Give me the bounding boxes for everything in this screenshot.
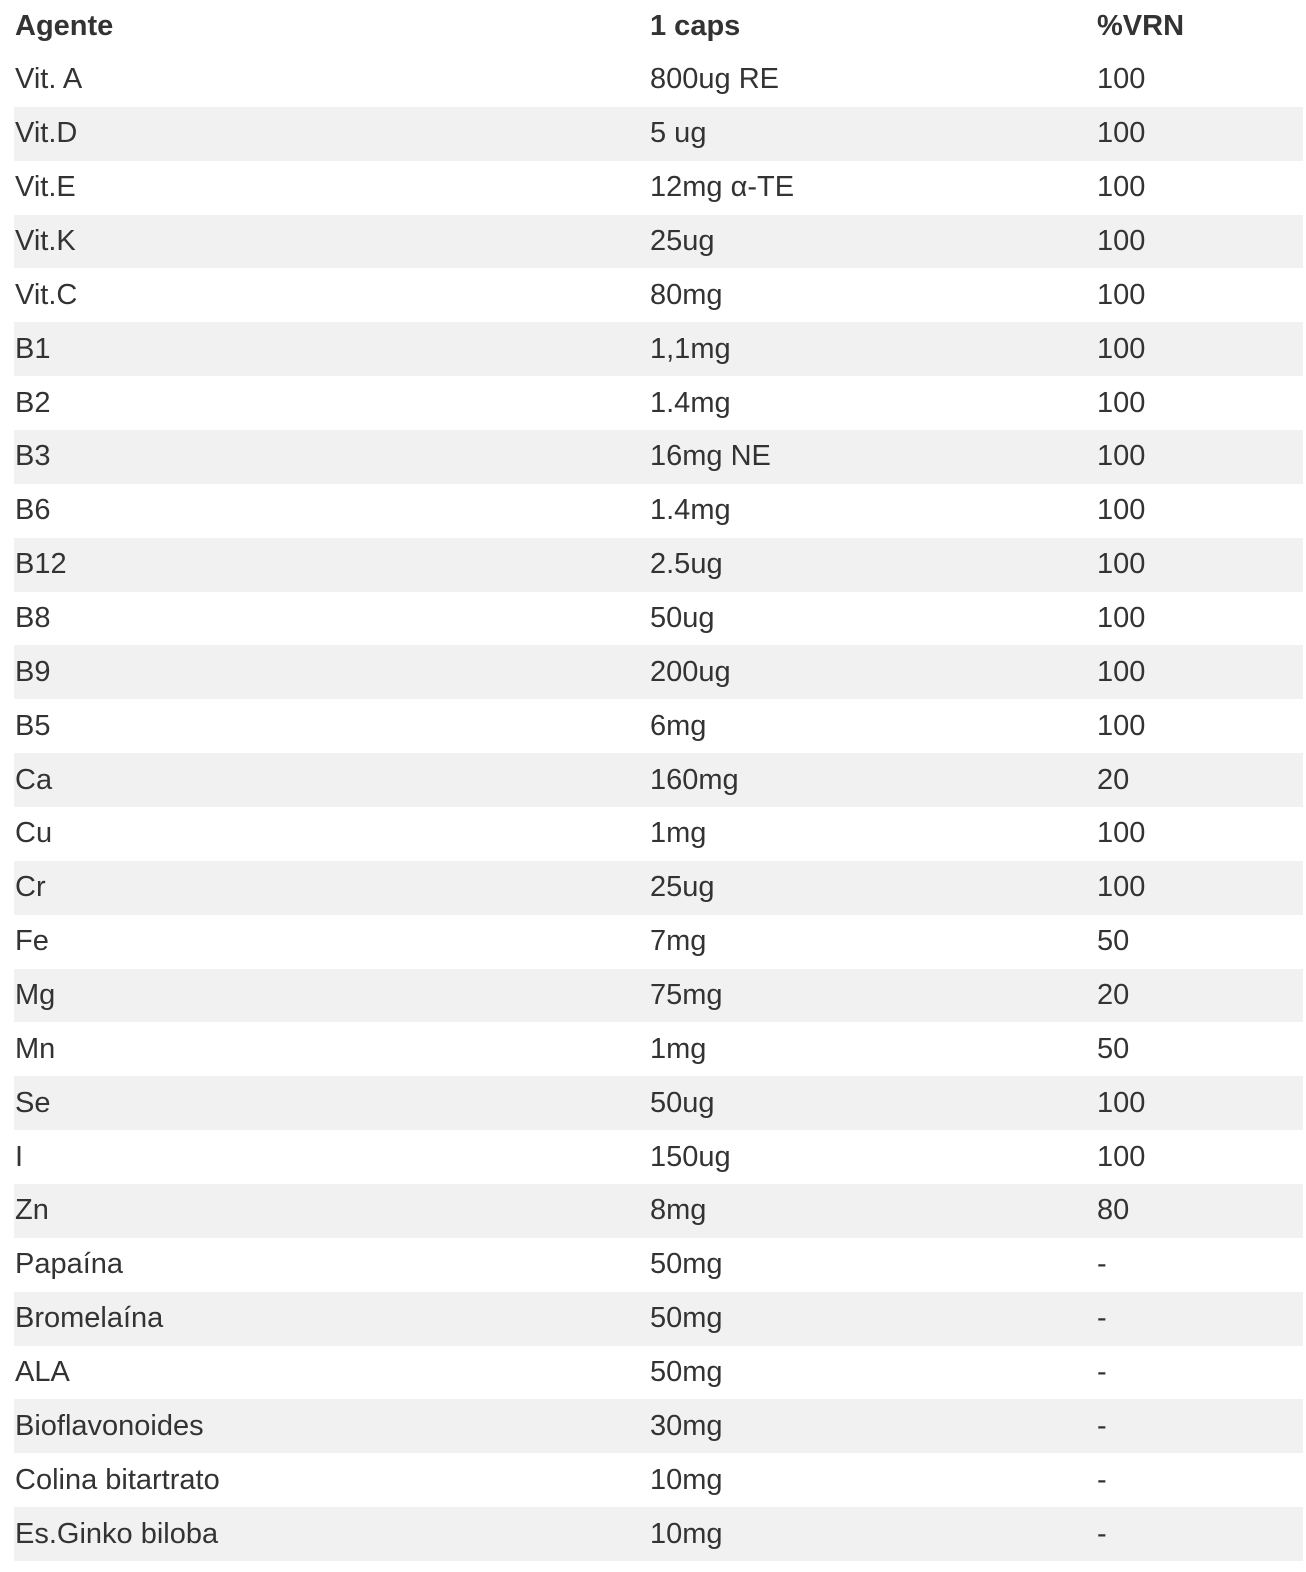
agent-cell: Cu: [15, 817, 53, 850]
table-row: [14, 1507, 1303, 1561]
table-row: [14, 484, 1303, 538]
table-row: [14, 1184, 1303, 1238]
header-vrn: %VRN: [1097, 10, 1185, 42]
vrn-cell: 100: [1097, 1140, 1146, 1173]
table-row: [14, 322, 1303, 376]
vrn-cell: 100: [1097, 602, 1146, 635]
table-row: [14, 645, 1303, 699]
dose-cell: 7mg: [650, 925, 707, 958]
dose-cell: 5 ug: [650, 117, 707, 150]
agent-cell: Es.Ginko biloba: [15, 1517, 219, 1550]
table-row: [14, 1076, 1303, 1130]
vrn-cell: 100: [1097, 225, 1146, 257]
agent-cell: Vit.C: [15, 278, 78, 311]
vrn-cell: 100: [1097, 117, 1146, 150]
vrn-cell: 100: [1097, 817, 1146, 850]
table-row: [14, 215, 1303, 269]
vrn-cell: -: [1097, 1302, 1107, 1335]
table-row: [14, 1130, 1303, 1184]
vrn-cell: -: [1097, 1248, 1107, 1281]
agent-cell: Vit. A: [15, 63, 83, 96]
vrn-cell: 100: [1097, 1086, 1146, 1119]
table-row: [14, 53, 1303, 107]
agent-cell: Colina bitartrato: [15, 1463, 220, 1496]
vrn-cell: 100: [1097, 278, 1146, 311]
vrn-cell: 50: [1097, 925, 1130, 958]
table-row: [14, 807, 1303, 861]
table-row: [14, 1292, 1303, 1346]
table-row: [14, 161, 1303, 215]
agent-cell: ALA: [15, 1356, 70, 1389]
dose-cell: 30mg: [650, 1409, 723, 1442]
dose-cell: 1.4mg: [650, 386, 731, 419]
agent-cell: Vit.E: [15, 171, 76, 204]
dose-cell: 50mg: [650, 1248, 723, 1281]
dose-cell: 150ug: [650, 1140, 731, 1173]
dose-cell: 25ug: [650, 225, 715, 257]
vrn-cell: -: [1097, 1463, 1107, 1496]
table-row: [14, 699, 1303, 753]
table-body: [14, 53, 1303, 1561]
agent-cell: Mn: [15, 1032, 56, 1065]
agent-cell: Bromelaína: [15, 1302, 164, 1335]
dose-cell: 160mg: [650, 763, 739, 796]
table-header: [14, 0, 1303, 53]
vrn-cell: 20: [1097, 763, 1130, 796]
agent-cell: Ca: [15, 763, 53, 796]
dose-cell: 200ug: [650, 655, 731, 688]
dose-cell: 12mg α-TE: [650, 171, 795, 204]
agent-cell: Bioflavonoides: [15, 1409, 204, 1442]
agent-cell: B9: [15, 655, 51, 688]
dose-cell: 8mg: [650, 1194, 707, 1227]
agent-cell: Vit.K: [15, 225, 76, 257]
dose-cell: 75mg: [650, 979, 723, 1012]
agent-cell: B12: [15, 548, 67, 581]
table-row: [14, 861, 1303, 915]
table-row: [14, 1346, 1303, 1400]
vrn-cell: 100: [1097, 63, 1146, 96]
vrn-cell: 50: [1097, 1032, 1130, 1065]
dose-cell: 50ug: [650, 1086, 715, 1119]
vrn-cell: 100: [1097, 709, 1146, 742]
agent-cell: B3: [15, 440, 51, 473]
dose-cell: 1mg: [650, 1032, 707, 1065]
agent-cell: Zn: [15, 1194, 49, 1227]
vrn-cell: 100: [1097, 171, 1146, 204]
dose-cell: 1mg: [650, 817, 707, 850]
dose-cell: 16mg NE: [650, 440, 771, 473]
dose-cell: 1,1mg: [650, 332, 731, 365]
agent-cell: Cr: [15, 871, 46, 904]
vrn-cell: 100: [1097, 871, 1146, 904]
agent-cell: B5: [15, 709, 51, 742]
table-row: [14, 1238, 1303, 1292]
header-1-caps: 1 caps: [650, 10, 741, 42]
agent-cell: Mg: [15, 979, 56, 1012]
agent-cell: B1: [15, 332, 51, 365]
dose-cell: 6mg: [650, 709, 707, 742]
agent-cell: B2: [15, 386, 51, 419]
vrn-cell: 100: [1097, 332, 1146, 365]
vrn-cell: 100: [1097, 494, 1146, 527]
header-agente: Agente: [15, 10, 114, 42]
table-row: [14, 1453, 1303, 1507]
table-row: [14, 969, 1303, 1023]
dose-cell: 1.4mg: [650, 494, 731, 527]
dose-cell: 50mg: [650, 1302, 723, 1335]
table-row: [14, 430, 1303, 484]
agent-cell: Vit.D: [15, 117, 78, 150]
vrn-cell: -: [1097, 1356, 1107, 1389]
dose-cell: 10mg: [650, 1463, 723, 1496]
agent-cell: B6: [15, 494, 51, 527]
agent-cell: Papaína: [15, 1248, 124, 1281]
table-row: [14, 753, 1303, 807]
dose-cell: 800ug RE: [650, 63, 779, 96]
table-row: [14, 538, 1303, 592]
table-row: [14, 268, 1303, 322]
table-row: [14, 107, 1303, 161]
vrn-cell: 20: [1097, 979, 1130, 1012]
nutrition-table: [14, 0, 1303, 1561]
dose-cell: 50ug: [650, 602, 715, 635]
table-row: [14, 1022, 1303, 1076]
vrn-cell: -: [1097, 1409, 1107, 1442]
agent-cell: I: [15, 1140, 24, 1173]
table-row: [14, 1399, 1303, 1453]
agent-cell: Se: [15, 1086, 51, 1119]
vrn-cell: 100: [1097, 386, 1146, 419]
table-row: [14, 915, 1303, 969]
dose-cell: 2.5ug: [650, 548, 723, 581]
dose-cell: 80mg: [650, 278, 723, 311]
vrn-cell: 100: [1097, 548, 1146, 581]
dose-cell: 50mg: [650, 1356, 723, 1389]
vrn-cell: 80: [1097, 1194, 1130, 1227]
dose-cell: 10mg: [650, 1517, 723, 1550]
dose-cell: 25ug: [650, 871, 715, 904]
agent-cell: Fe: [15, 925, 49, 958]
table-row: [14, 592, 1303, 646]
vrn-cell: 100: [1097, 440, 1146, 473]
agent-cell: B8: [15, 602, 51, 635]
vrn-cell: -: [1097, 1517, 1107, 1550]
vrn-cell: 100: [1097, 655, 1146, 688]
table-row: [14, 376, 1303, 430]
